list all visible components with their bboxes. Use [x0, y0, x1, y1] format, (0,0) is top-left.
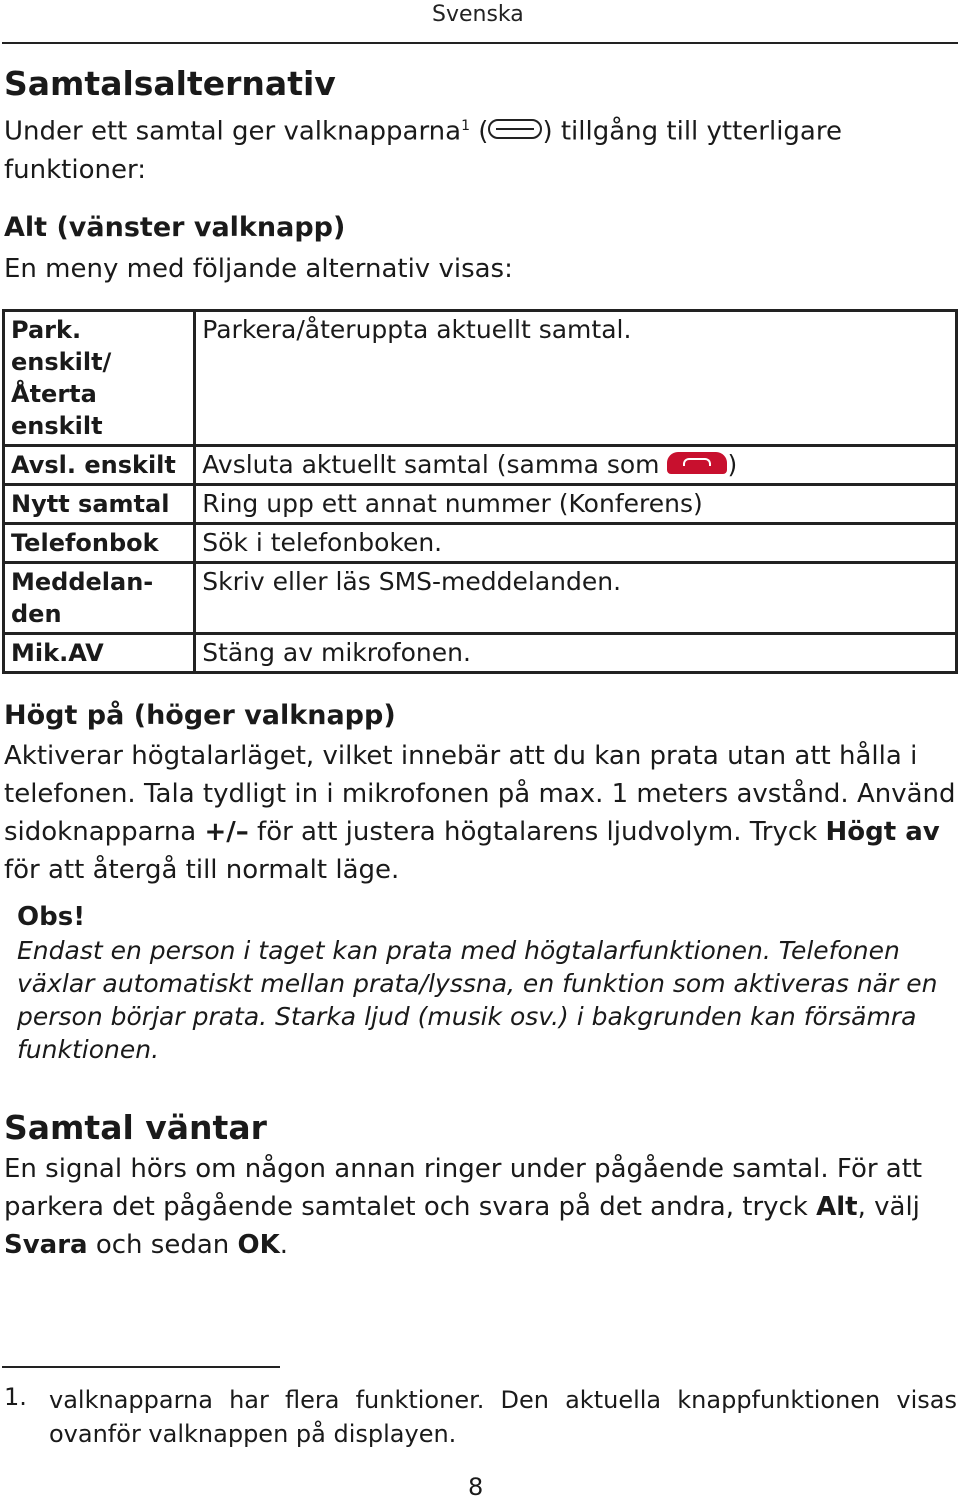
speaker-text-3: för att återgå till normalt läge. [4, 855, 400, 885]
intro-text-2: ( [470, 116, 489, 147]
table-row [4, 485, 957, 524]
option-key: Telefonbok [4, 524, 195, 563]
speaker-text [4, 737, 956, 889]
footnote-number: 1. [4, 1383, 27, 1411]
alt-label: Alt [816, 1192, 858, 1222]
header-language: Svenska [432, 2, 524, 27]
option-key: Mik.AV [4, 634, 195, 673]
option-key: Park. enskilt/Återta enskilt [4, 311, 195, 446]
table-row [4, 634, 957, 673]
option-desc: Parkera/återuppta aktuellt samtal. [195, 311, 957, 446]
table-row [4, 563, 957, 634]
call-waiting-text [4, 1150, 956, 1264]
footnote-text: valknapparna har flera funktioner. Den aktuella knappfunktionen visas ovanför valknappen på displayen. [49, 1386, 957, 1448]
option-desc: Ring upp ett annat nummer (Konferens) [195, 485, 957, 524]
option-desc-before: Avsluta aktuellt samtal (samma som [202, 450, 668, 479]
table-row [4, 524, 957, 563]
intro-text-3: ) tillgång till ytterligare funktioner: [4, 116, 842, 185]
table-row [4, 446, 957, 485]
speaker-off-label: Högt av [825, 817, 940, 847]
page-number: 8 [468, 1473, 484, 1501]
header-divider [2, 42, 958, 44]
option-desc-after: ) [727, 450, 738, 479]
option-key: Meddelan-den [4, 563, 195, 634]
option-desc: Sök i telefonboken. [195, 524, 957, 563]
alt-heading: Alt (vänster valknapp) [4, 212, 346, 243]
waiting-text-2: , välj [857, 1192, 920, 1222]
note-title: Obs! [17, 902, 86, 932]
footnote-divider [2, 1366, 280, 1368]
ok-label: OK [237, 1230, 280, 1260]
option-desc: Skriv eller läs SMS-meddelanden. [195, 563, 957, 634]
option-key: Avsl. enskilt [4, 446, 195, 485]
alt-intro: En meny med följande alternativ visas: [4, 254, 513, 284]
waiting-text-3: och sedan [87, 1230, 238, 1260]
option-desc: Stäng av mikrofonen. [195, 634, 957, 673]
end-call-icon [667, 452, 727, 474]
table-row [4, 311, 957, 446]
answer-label: Svara [4, 1230, 88, 1260]
speaker-text-1: Aktiverar högtalarläget, vilket innebär att du kan prata utan att hålla i telefonen. Tala tydligt in i mikrofonen på max. 1 meters avstånd. Använd sidoknapparna [4, 741, 956, 847]
option-key: Nytt samtal [4, 485, 195, 524]
options-table [2, 309, 958, 674]
waiting-text-1: En signal hörs om någon annan ringer under pågående samtal. För att parkera det pågående samtalet och svara på det andra, tryck [4, 1154, 923, 1222]
softkey-icon [488, 119, 542, 139]
volume-keys-label: +/– [204, 817, 249, 847]
speaker-text-2: för att justera högtalarens ljudvolym. Tryck [248, 817, 826, 847]
speaker-heading: Högt på (höger valknapp) [4, 700, 396, 731]
note-text: Endast en person i taget kan prata med högtalarfunktionen. Telefonen växlar automatiskt mellan prata/lyssna, en funktion som aktiveras när en person börjar prata. Starka ljud (musik osv.) i bakgrunden kan försämra funktionen. [17, 936, 938, 1064]
call-waiting-title: Samtal väntar [4, 1108, 267, 1147]
intro-text-1: Under ett samtal ger valknapparna [4, 116, 462, 147]
section-title-call-options: Samtalsalternativ [4, 64, 336, 103]
footnote-ref: 1 [461, 118, 471, 134]
option-desc [195, 446, 957, 485]
waiting-text-4: . [279, 1230, 289, 1260]
section-intro [4, 107, 956, 189]
